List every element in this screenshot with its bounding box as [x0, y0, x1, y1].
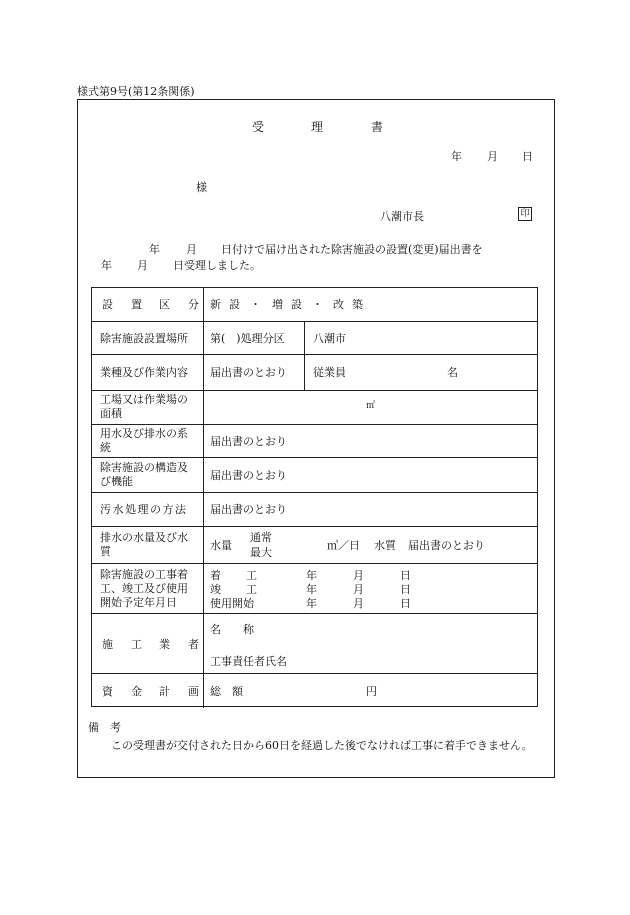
row10-label-c4: 者 — [188, 638, 199, 651]
row2-label: 除害施設設置場所 — [100, 332, 188, 345]
row1-value-c2: 設 — [229, 298, 240, 311]
row9-complete-day: 日 — [400, 583, 411, 596]
row9-complete-month: 月 — [353, 583, 364, 596]
remarks-title: 備 考 — [88, 721, 121, 734]
row6-label-l2: び機能 — [100, 475, 133, 488]
row9-use-year: 年 — [306, 597, 317, 610]
row9-complete-c2: 工 — [246, 583, 257, 596]
row5-label-l1: 用水及び排水の系 — [100, 427, 188, 440]
row3-value: 届出書のとおり — [210, 366, 287, 379]
row8-label-l1: 排水の水量及び水 — [100, 531, 188, 544]
row9-start-c1: 着 — [210, 569, 221, 582]
row4-area-unit: ㎡ — [366, 401, 376, 411]
row9-start-c2: 工 — [246, 569, 257, 582]
row10-label-c1: 施 — [102, 638, 113, 651]
issuer-name: 八潮市長 — [380, 210, 424, 223]
row8-quality-value: 届出書のとおり — [408, 539, 485, 552]
row1-label-c1: 設 — [102, 298, 113, 311]
addressee-suffix: 様 — [196, 181, 207, 194]
row11-total-label: 総 額 — [210, 685, 243, 698]
row4-label-l1: 工場又は作業場の — [100, 393, 188, 406]
row5-label-l2: 統 — [100, 441, 111, 454]
row2-value-district: 第( )処理分区 — [210, 332, 285, 345]
row9-complete-year: 年 — [306, 583, 317, 596]
row1-value-c4: 増 — [272, 298, 283, 311]
row1-value-c7: 改 — [333, 298, 344, 311]
row9-use-day: 日 — [400, 597, 411, 610]
row1-value-c5: 設 — [291, 298, 302, 311]
row3-label: 業種及び作業内容 — [100, 366, 188, 379]
body-line2-month: 月 — [137, 259, 148, 272]
row10-manager-label: 工事責任者氏名 — [210, 655, 287, 668]
row10-label-c2: 工 — [131, 638, 142, 651]
row9-label-l1: 除害施設の工事着 — [100, 568, 188, 581]
row9-complete-c1: 竣 — [210, 583, 221, 596]
date-year: 年 — [451, 150, 462, 163]
seal-mark: 印 — [518, 207, 532, 221]
row3-employees-unit: 名 — [447, 366, 458, 379]
application-table — [91, 287, 538, 707]
body-line2-text: 日受理しました。 — [173, 259, 261, 272]
date-month: 月 — [487, 150, 498, 163]
row11-label-c3: 計 — [159, 685, 170, 698]
row8-label-l2: 質 — [100, 545, 111, 558]
row9-start-year: 年 — [306, 569, 317, 582]
row1-label-c4: 分 — [188, 298, 199, 311]
title-char-3: 書 — [371, 120, 384, 134]
row8-normal-label: 通常 — [250, 531, 272, 544]
row11-label-c4: 画 — [188, 685, 199, 698]
row10-label-c3: 業 — [159, 638, 170, 651]
row2-value-city: 八潮市 — [313, 332, 346, 345]
row9-use-label: 使用開始 — [210, 597, 254, 610]
row8-flow-unit: ㎥／日 — [327, 539, 360, 552]
row9-start-month: 月 — [353, 569, 364, 582]
row1-value-c6: ・ — [312, 298, 323, 311]
row1-value-c1: 新 — [210, 298, 221, 311]
row11-label-c2: 金 — [131, 685, 142, 698]
row7-value: 届出書のとおり — [210, 503, 287, 516]
remarks-text — [88, 738, 548, 753]
body-line1-year: 年 — [149, 243, 160, 256]
row4-label-l2: 面積 — [100, 407, 122, 420]
form-number: 様式第9号(第12条関係) — [77, 85, 195, 98]
title-char-1: 受 — [252, 120, 265, 134]
date-day: 日 — [522, 150, 533, 163]
body-line1-text: 日付けで届け出された除害施設の設置(変更)届出書を — [221, 243, 483, 256]
row11-yen-unit: 円 — [366, 685, 377, 698]
row6-label-l1: 除害施設の構造及 — [100, 461, 188, 474]
row1-value-c8: 築 — [352, 298, 363, 311]
remarks-text-content: この受理書が交付された日から60日を経過した後でなければ工事に着手できません。 — [111, 739, 533, 752]
row11-label-c1: 資 — [102, 685, 113, 698]
row1-label-c2: 置 — [131, 298, 142, 311]
row9-label-l3: 開始予定年月日 — [100, 596, 177, 609]
body-line2-year: 年 — [101, 259, 112, 272]
row8-water-amount-label: 水量 — [210, 539, 232, 552]
row3-employees-label: 従業員 — [313, 366, 346, 379]
title-char-2: 理 — [311, 120, 324, 134]
row9-label-l2: 工、竣工及び使用 — [100, 582, 188, 595]
row8-max-label: 最大 — [250, 546, 272, 559]
row10-name-label: 名 称 — [210, 623, 254, 636]
row8-quality-label: 水質 — [374, 539, 396, 552]
body-line1-month: 月 — [186, 243, 197, 256]
row7-label: 汚水処理の方法 — [100, 503, 188, 516]
row1-value-c3: ・ — [250, 298, 261, 311]
row9-use-month: 月 — [353, 597, 364, 610]
row6-value: 届出書のとおり — [210, 469, 287, 482]
row1-label-c3: 区 — [159, 298, 170, 311]
row9-start-day: 日 — [400, 569, 411, 582]
row5-value: 届出書のとおり — [210, 435, 287, 448]
